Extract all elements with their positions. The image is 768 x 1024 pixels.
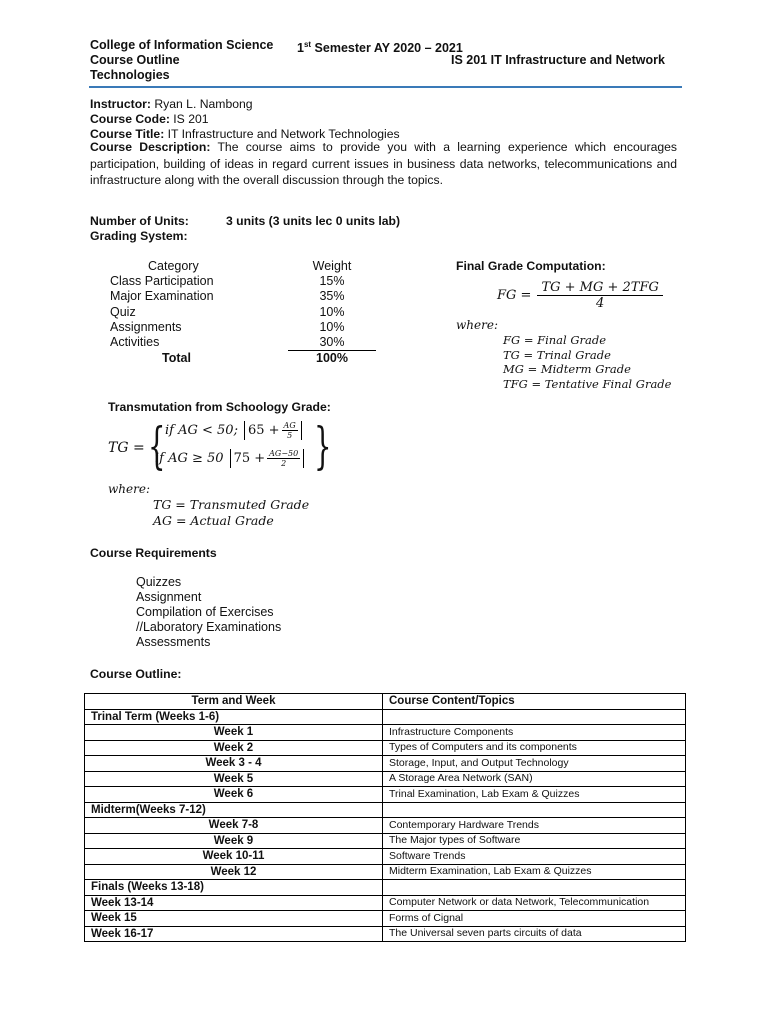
left-brace: { xyxy=(148,417,166,475)
header-rule xyxy=(89,86,682,88)
transmutation-def: AG = Actual Grade xyxy=(153,513,274,528)
grading-category: Major Examination xyxy=(110,289,214,304)
outline-topic: A Storage Area Network (SAN) xyxy=(383,771,686,787)
course-code-value: IS 201 xyxy=(173,112,209,126)
transmutation-case-1 xyxy=(165,421,302,440)
outline-week: Week 6 xyxy=(85,787,383,803)
header-outline-label: Course Outline xyxy=(90,53,180,67)
outline-week: Week 1 xyxy=(85,725,383,741)
final-grade-formula xyxy=(497,280,663,311)
course-description xyxy=(90,139,677,189)
grading-weight: 30% xyxy=(288,334,376,350)
outline-topic: Software Trends xyxy=(383,849,686,865)
header-semester xyxy=(297,37,463,56)
case-1-absolute xyxy=(244,421,302,440)
outline-topic: Infrastructure Components xyxy=(383,725,686,741)
transmutation-def: TG = Transmuted Grade xyxy=(153,497,310,512)
outline-week: Week 7-8 xyxy=(85,818,383,834)
grading-weight: 10% xyxy=(319,319,345,334)
outline-topic: Types of Computers and its components xyxy=(383,740,686,756)
outline-topic: Forms of Cignal xyxy=(383,911,686,927)
outline-col-term: Term and Week xyxy=(85,694,383,710)
grading-col-weight: Weight xyxy=(312,258,352,273)
outline-topic xyxy=(383,802,686,818)
final-grade-fraction xyxy=(537,280,662,311)
final-grade-def: TFG = Tentative Final Grade xyxy=(503,377,672,392)
units-value: 3 units (3 units lec 0 units lab) xyxy=(226,214,401,228)
final-grade-numerator: TG + MG + 2TFG xyxy=(537,280,662,296)
case-1-denominator: 5 xyxy=(287,431,293,440)
outline-header-row xyxy=(85,694,686,710)
outline-topic xyxy=(383,709,686,725)
outline-week-row xyxy=(85,725,686,741)
outline-section-row xyxy=(85,880,686,896)
grading-row xyxy=(110,334,376,350)
grading-category: Quiz xyxy=(110,304,136,319)
grading-total-label: Total xyxy=(162,351,191,366)
case-2-expr: 75 + xyxy=(233,451,266,466)
outline-week-row xyxy=(85,864,686,880)
transmutation-case-2 xyxy=(155,449,304,468)
grading-weight: 15% xyxy=(319,273,345,288)
requirement-item: Assessments xyxy=(136,635,211,649)
outline-term-section: Finals (Weeks 13-18) xyxy=(85,880,383,896)
course-description-text: The course aims to provide you with a learning experience which encourages participation, building of ideas in regard current issues in business data networks, telecommunications and infrastructure along with the overall discussion through the topics. xyxy=(90,140,678,187)
grading-row xyxy=(110,273,376,288)
header-course-right: IS 201 IT Infrastructure and Network xyxy=(451,53,665,67)
case-2-fraction xyxy=(267,449,300,468)
outline-section-row xyxy=(85,802,686,818)
outline-topic: Midterm Examination, Lab Exam & Quizzes xyxy=(383,864,686,880)
grading-col-category: Category xyxy=(148,258,199,273)
header-semester-sup: st xyxy=(303,40,312,49)
outline-week: Week 16-17 xyxy=(85,926,383,942)
grading-category: Class Participation xyxy=(110,273,214,288)
grading-weight: 35% xyxy=(319,289,345,304)
final-grade-def: FG = Final Grade xyxy=(503,333,607,347)
outline-week: Week 9 xyxy=(85,833,383,849)
final-grade-lhs: FG = xyxy=(497,288,532,303)
outline-topic: Computer Network or data Network, Telecommunication xyxy=(383,895,686,911)
final-grade-title: Final Grade Computation: xyxy=(456,259,606,273)
requirements-title: Course Requirements xyxy=(90,546,217,560)
case-2-numerator: AG−50 xyxy=(269,449,299,458)
header-college: College of Information Science xyxy=(90,38,274,52)
outline-week-row xyxy=(85,787,686,803)
course-code-label: Course Code: xyxy=(90,112,170,126)
case-2-condition: if AG ≥ 50 xyxy=(155,451,224,466)
outline-week: Week 5 xyxy=(85,771,383,787)
outline-week-row xyxy=(85,895,686,911)
outline-topic: The Major types of Software xyxy=(383,833,686,849)
outline-week-row xyxy=(85,771,686,787)
outline-topic: Trinal Examination, Lab Exam & Quizzes xyxy=(383,787,686,803)
final-grade-def: TG = Trinal Grade xyxy=(503,347,611,362)
grading-row xyxy=(110,304,376,319)
instructor-label: Instructor: xyxy=(90,97,151,111)
grading-total-row xyxy=(110,350,376,366)
transmutation-title: Transmutation from Schoology Grade: xyxy=(108,400,331,414)
grading-category: Assignments xyxy=(110,319,182,334)
grading-table xyxy=(110,258,376,366)
course-description-label: Course Description: xyxy=(90,140,211,154)
outline-week-row xyxy=(85,833,686,849)
requirement-item: Compilation of Exercises xyxy=(136,605,274,619)
outline-week: Week 3 - 4 xyxy=(85,756,383,772)
outline-topic: Contemporary Hardware Trends xyxy=(383,818,686,834)
outline-topic: The Universal seven parts circuits of data xyxy=(383,926,686,942)
header-semester-rest: Semester AY 2020 – 2021 xyxy=(311,41,463,56)
outline-term-section: Trinal Term (Weeks 1-6) xyxy=(85,709,383,725)
outline-body xyxy=(85,709,686,942)
transmutation-defs xyxy=(153,497,309,529)
outline-week-row xyxy=(85,740,686,756)
outline-week-row xyxy=(85,849,686,865)
outline-week: Week 10-11 xyxy=(85,849,383,865)
outline-table xyxy=(84,693,686,942)
right-brace: } xyxy=(314,417,332,475)
outline-col-topics: Course Content/Topics xyxy=(383,694,686,710)
grading-total-value: 100% xyxy=(316,351,348,366)
final-grade-where: where: xyxy=(456,318,498,332)
header-technologies: Technologies xyxy=(90,68,170,82)
grading-weight: 10% xyxy=(319,304,345,319)
requirement-item: Assignment xyxy=(136,590,202,604)
outline-week: Week 15 xyxy=(85,911,383,927)
requirement-item: Quizzes xyxy=(136,575,182,589)
outline-title: Course Outline: xyxy=(90,667,182,681)
case-2-denominator: 2 xyxy=(281,459,287,468)
grading-system-label: Grading System: xyxy=(90,229,188,243)
outline-topic: Storage, Input, and Output Technology xyxy=(383,756,686,772)
final-grade-def: MG = Midterm Grade xyxy=(503,362,631,377)
final-grade-defs xyxy=(503,333,671,392)
requirement-item: //Laboratory Examinations xyxy=(136,620,282,634)
instructor-value: Ryan L. Nambong xyxy=(154,97,253,111)
requirements-list xyxy=(136,575,281,650)
outline-week-row xyxy=(85,911,686,927)
case-1-fraction xyxy=(282,421,298,440)
outline-week-row xyxy=(85,818,686,834)
grading-row xyxy=(110,319,376,334)
outline-week: Week 13-14 xyxy=(85,895,383,911)
case-2-absolute xyxy=(230,449,305,468)
outline-section-row xyxy=(85,709,686,725)
outline-week: Week 2 xyxy=(85,740,383,756)
final-grade-denominator: 4 xyxy=(596,296,605,311)
grading-row xyxy=(110,289,376,304)
outline-week: Week 12 xyxy=(85,864,383,880)
outline-week-row xyxy=(85,756,686,772)
transmutation-lhs: TG = xyxy=(108,440,145,456)
outline-topic xyxy=(383,880,686,896)
case-1-expr: 65 + xyxy=(247,423,280,438)
course-title-value: IT Infrastructure and Network Technologies xyxy=(167,127,400,141)
header-semester-number: 1 xyxy=(297,41,304,56)
outline-term-section: Midterm(Weeks 7-12) xyxy=(85,802,383,818)
outline-week-row xyxy=(85,926,686,942)
grading-header-row xyxy=(110,258,376,273)
units-label: Number of Units: xyxy=(90,214,189,228)
course-title-label: Course Title: xyxy=(90,127,165,141)
grading-category: Activities xyxy=(110,335,160,350)
transmutation-where: where: xyxy=(108,482,150,496)
case-1-condition: if AG < 50; xyxy=(165,423,238,438)
case-1-numerator: AG xyxy=(283,421,296,430)
